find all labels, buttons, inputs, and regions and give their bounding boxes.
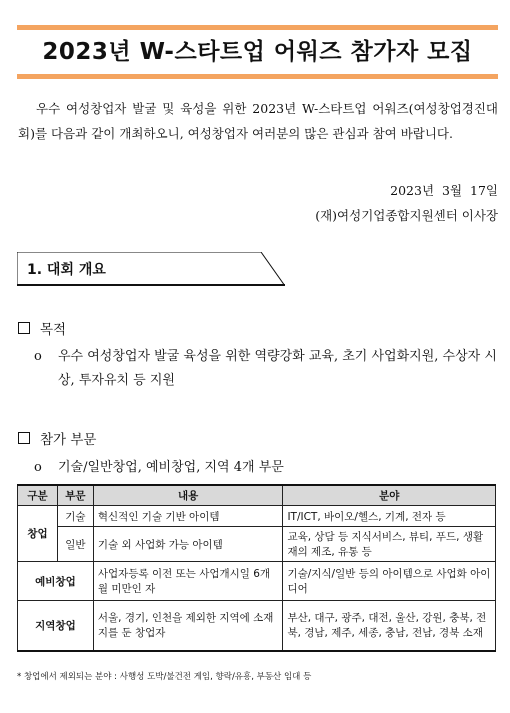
region-label: 지역창업 [18,601,94,651]
title-top-rule [17,25,498,30]
pre-label: 예비창업 [18,562,94,601]
table-header: 구분 [18,485,58,506]
footnote: * 창업에서 제외되는 분야 : 사행성 도박/불건전 게임, 향락/유흥, 부동산 임대 등 [17,672,312,682]
circle-bullet-icon: o [34,460,42,475]
title-bottom-rule [17,74,498,79]
category-table [17,484,496,652]
pre-field: 기술/지식/일반 등의 아이템으로 사업화 아이디어 [283,562,496,601]
group-cell: 창업 [18,506,58,562]
region-field: 부산, 대구, 광주, 대전, 울산, 강원, 충북, 전북, 경남, 제주, 세종, 충남, 전남, 경북 소재 [283,601,496,651]
category-heading-text: 참가 부문 [40,432,97,448]
table-row [18,601,496,651]
page-title: 2023년 W-스타트업 어워즈 참가자 모집 [42,39,473,65]
table-header: 분야 [283,485,496,506]
table-header: 부문 [57,485,93,506]
signer: (재)여성기업종합지원센터 이사장 [315,208,498,223]
tech-field: IT/ICT, 바이오/헬스, 기계, 전자 등 [283,506,496,527]
category-heading [18,428,96,448]
tech-label: 기술 [57,506,93,527]
table-row [18,506,496,527]
table-row [18,562,496,601]
purpose-heading-text: 목적 [40,322,67,338]
category-bullet-text: 기술/일반창업, 예비창업, 지역 4개 부문 [58,460,284,475]
purpose-bullet [34,345,500,393]
circle-bullet-icon: o [34,349,42,364]
table-row [18,527,496,562]
general-field: 교육, 상담 등 지식서비스, 뷰티, 푸드, 생활재의 제조, 유통 등 [283,527,496,562]
table-header-row [18,485,496,506]
tech-content: 혁신적인 기술 기반 아이템 [93,506,283,527]
section-title: 1. 대회 개요 [27,262,106,278]
region-content: 서울, 경기, 인천을 제외한 지역에 소재지를 둔 창업자 [93,601,283,651]
square-bullet-icon [18,322,30,334]
pre-content: 사업자등록 이전 또는 사업개시일 6개월 미만인 자 [93,562,283,601]
square-bullet-icon [18,432,30,444]
purpose-heading [18,318,66,338]
table-header: 내용 [93,485,283,506]
announcement-date: 2023년 3월 17일 [390,183,498,198]
general-content: 기술 외 사업화 가능 아이템 [93,527,283,562]
intro-paragraph: 우수 여성창업자 발굴 및 육성을 위한 2023년 W-스타트업 어워즈(여성창업경진대회)를 다음과 같이 개최하오니, 여성창업자 여러분의 많은 관심과 참여 바랍니다. [18,101,498,141]
purpose-bullet-text: 우수 여성창업자 발굴 육성을 위한 역량강화 교육, 초기 사업화지원, 수상자 시상, 투자유치 등 지원 [58,349,497,388]
category-bullet [34,456,500,480]
general-label: 일반 [57,527,93,562]
